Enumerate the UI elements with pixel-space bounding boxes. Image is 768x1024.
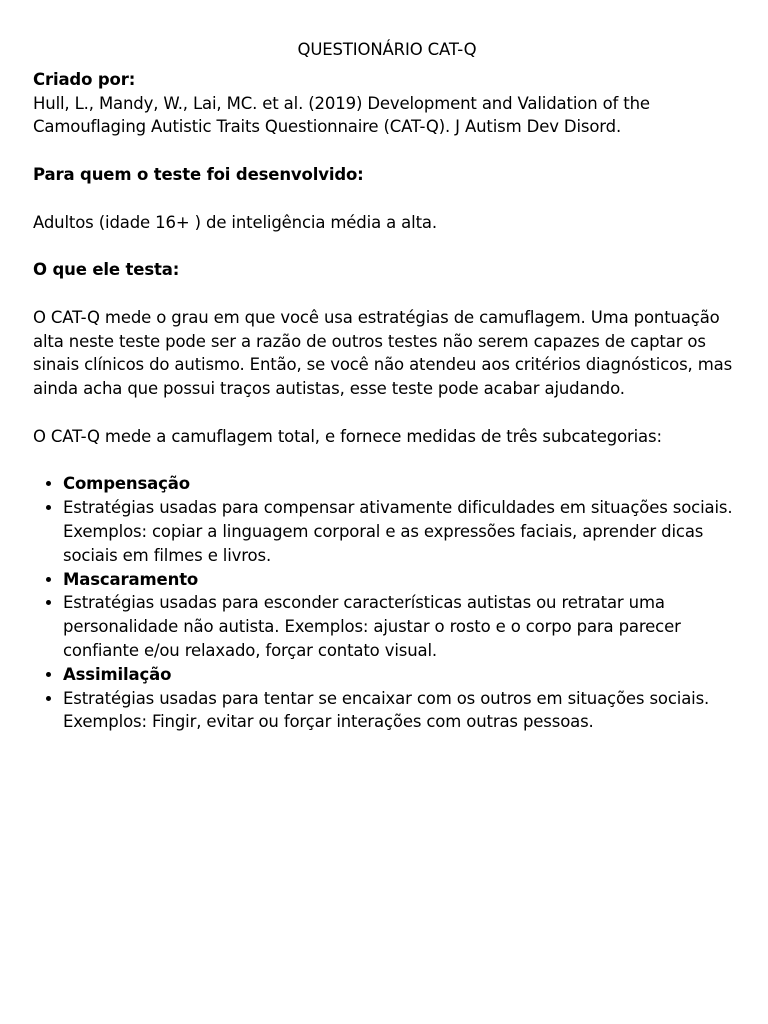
list-item-assimilacao-description: • Estratégias usadas para tentar se encaixar com os outros em situações sociais. Exemplos: Fingir, evitar ou forçar interações com outras pessoas. bbox=[63, 687, 745, 735]
spacer bbox=[33, 282, 745, 306]
what-it-tests-heading: O que ele testa: bbox=[33, 260, 180, 280]
list-item-mascaramento-name: • Mascaramento bbox=[63, 568, 745, 592]
created-by-text: Hull, L., Mandy, W., Lai, MC. et al. (2019) Development and Validation of the Camouflaging Autistic Traits Questionnaire (CAT-Q). J Autism Dev Disord. bbox=[33, 93, 650, 137]
document-page bbox=[33, 38, 745, 734]
what-it-tests-text: O CAT-Q mede o grau em que você usa estratégias de camuflagem. Uma pontuação alta neste teste pode ser a razão de outros testes não serem capazes de captar os sinais clínicos do autismo. Então, se você não atendeu aos critérios diagnósticos, mas ainda acha que possui traços autistas, esse teste pode acabar ajudando. bbox=[33, 307, 733, 399]
spacer bbox=[33, 449, 745, 473]
document-title: QUESTIONÁRIO CAT-Q bbox=[297, 40, 477, 59]
list-item-assimilacao-name: • Assimilação bbox=[63, 663, 745, 687]
list-item-compensacao-description: • Estratégias usadas para compensar ativamente dificuldades em situações sociais. Exemplos: copiar a linguagem corporal e as expressões faciais, aprender dicas sociais em filmes e livros. bbox=[63, 496, 745, 567]
subcategories-intro: O CAT-Q mede a camuflagem total, e fornece medidas de três subcategorias: bbox=[33, 426, 662, 446]
spacer bbox=[33, 401, 745, 425]
audience-heading: Para quem o teste foi desenvolvido: bbox=[33, 164, 364, 184]
list-item-mascaramento-description: • Estratégias usadas para esconder características autistas ou retratar uma personalidade não autista. Exemplos: ajustar o rosto e o corpo para parecer confiante e/ou relaxado, forçar contato visual. bbox=[63, 591, 745, 662]
spacer bbox=[33, 234, 745, 258]
created-by-heading: Criado por: bbox=[33, 69, 136, 89]
list-item-compensacao-name: • Compensação bbox=[63, 472, 745, 496]
spacer bbox=[33, 187, 745, 211]
audience-text: Adultos (idade 16+ ) de inteligência média a alta. bbox=[33, 212, 437, 232]
subcategory-list bbox=[33, 472, 745, 734]
spacer bbox=[33, 139, 745, 163]
